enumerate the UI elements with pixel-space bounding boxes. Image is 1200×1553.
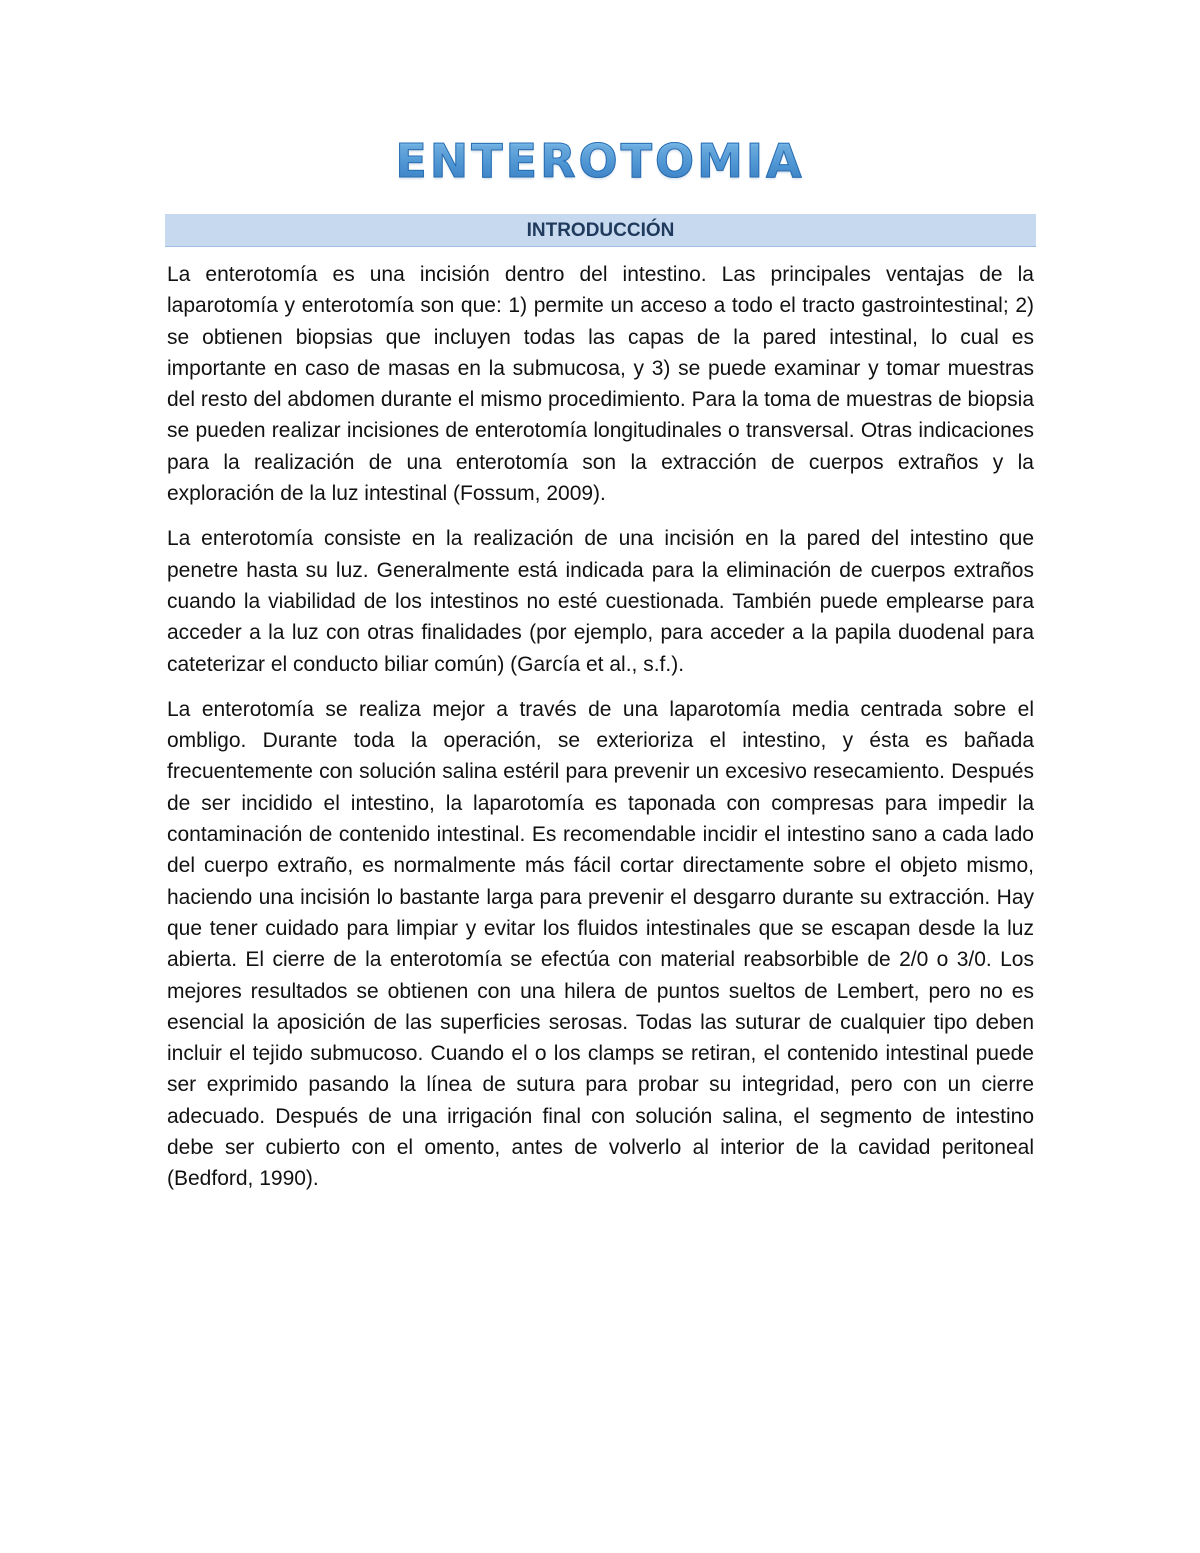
document-title xyxy=(0,134,1200,188)
paragraph-1: La enterotomía es una incisión dentro del intestino. Las principales ventajas de la laparotomía y enterotomía son que: 1) permite un acceso a todo el tracto gastrointestinal; 2) se obtienen biopsias que incluyen todas las capas de la pared intestinal, lo cual es importante en caso de masas en la submucosa, y 3) se puede examinar y tomar muestras del resto del abdomen durante el mismo procedimiento. Para la toma de muestras de biopsia se pueden realizar incisiones de enterotomía longitudinales o transversal. Otras indicaciones para la realización de una enterotomía son la extracción de cuerpos extraños y la exploración de la luz intestinal (Fossum, 2009). xyxy=(167,263,1034,506)
paragraph-3: La enterotomía se realiza mejor a través de una laparotomía media centrada sobre el ombligo. Durante toda la operación, se exterioriza el intestino, y ésta es bañada frecuentemente con solución salina estéril para prevenir un excesivo resecamiento. Después de ser incidido el intestino, la laparotomía es taponada con compresas para impedir la contaminación de contenido intestinal. Es recomendable incidir el intestino sano a cada lado del cuerpo extraño, es normalmente más fácil cortar directamente sobre el objeto mismo, haciendo una incisión lo bastante larga para prevenir el desgarro durante su extracción. Hay que tener cuidado para limpiar y evitar los fluidos intestinales que se escapan desde la luz abierta. El cierre de la enterotomía se efectúa con material reabsorbible de 2/0 o 3/0. Los mejores resultados se obtienen con una hilera de puntos sueltos de Lembert, pero no es esencial la aposición de las superficies serosas. Todas las suturar de cualquier tipo deben incluir el tejido submucoso. Cuando el o los clamps se retiran, el contenido intestinal puede ser exprimido pasando la línea de sutura para probar su integridad, pero con un cierre adecuado. Después de una irrigación final con solución salina, el segmento de intestino debe ser cubierto con el omento, antes de volverlo al interior de la cavidad peritoneal (Bedford, 1990). xyxy=(167,697,1034,1191)
paragraph-2: La enterotomía consiste en la realización de una incisión en la pared del intestino que penetre hasta su luz. Generalmente está indicada para la eliminación de cuerpos extraños cuando la viabilidad de los intestinos no esté cuestionada. También puede emplearse para acceder a la luz con otras finalidades (por ejemplo, para acceder a la papila duodenal para cateterizar el conducto biliar común) (García et al., s.f.). xyxy=(167,527,1034,676)
document-body xyxy=(167,259,1034,1209)
document-title-text: ENTEROTOMIA xyxy=(395,134,805,188)
section-heading: INTRODUCCIÓN xyxy=(165,214,1036,247)
